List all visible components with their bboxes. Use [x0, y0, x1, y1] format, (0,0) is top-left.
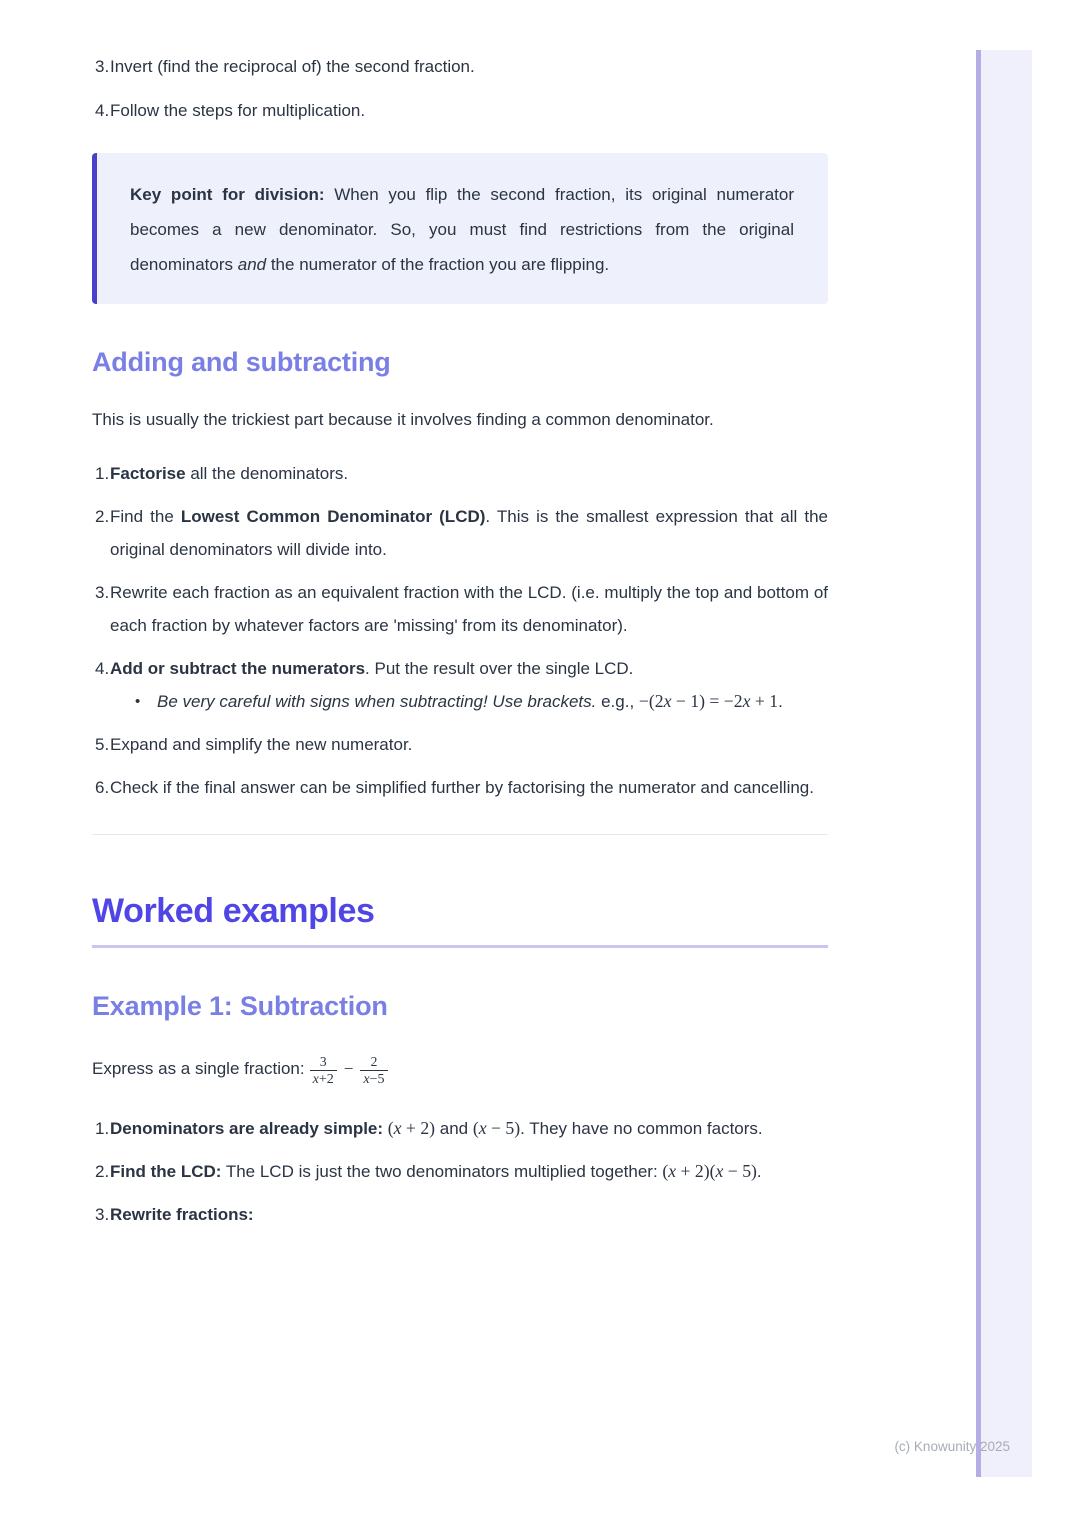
text-segment: − 5) [486, 1118, 521, 1138]
text-segment: Denominators are already simple: [110, 1119, 384, 1138]
fraction-denominator [360, 1070, 387, 1087]
list-item-text [110, 50, 475, 83]
list-item-body [110, 652, 828, 718]
list-item-text [110, 457, 348, 490]
list-marker: 6. [95, 778, 110, 797]
expression-label: Express as a single fraction: [92, 1059, 305, 1078]
list-item-text [110, 1112, 763, 1145]
list-marker: 2. [95, 507, 110, 526]
text-segment: Invert (find the reciprocal of) the second fraction. [110, 57, 475, 76]
text-segment: x [668, 1161, 677, 1181]
fraction-denominator [310, 1070, 337, 1087]
text-segment: + 2)( [676, 1161, 716, 1181]
list-marker: 3. [95, 57, 110, 76]
text-segment: Factorise [110, 464, 186, 483]
text-segment: Key point for division: [130, 185, 325, 204]
list-item-text [110, 94, 365, 127]
text-segment: e.g., [596, 692, 639, 711]
sub-bullet-text [157, 685, 828, 718]
list-item-text [110, 576, 828, 642]
list-item [92, 1112, 828, 1145]
list-item [92, 457, 828, 490]
list-item-text [110, 771, 814, 804]
list-marker: 3. [95, 1205, 110, 1224]
list-item [92, 771, 828, 804]
text-segment: + 2) [401, 1118, 436, 1138]
scrollbar-track[interactable] [976, 50, 1032, 1477]
expression-line [92, 1046, 828, 1092]
division-steps-list [92, 50, 828, 127]
fraction-numerator: 2 [370, 1053, 378, 1069]
callout-text [130, 177, 794, 282]
text-segment: Lowest Common Denominator (LCD) [180, 507, 486, 526]
text-segment: Check if the final answer can be simplified further by factorising the numerator and cancelling. [110, 778, 814, 797]
text-segment: . [778, 692, 783, 711]
text-segment: Find the LCD: [110, 1162, 222, 1181]
list-marker: 3. [95, 583, 110, 602]
list-marker: 5. [95, 735, 110, 754]
list-item [92, 1155, 828, 1188]
text-segment: . [756, 1162, 762, 1181]
text-segment: x [742, 691, 751, 711]
list-item-text [110, 728, 412, 761]
section-divider [92, 834, 828, 835]
text-segment: −5 [369, 1070, 385, 1087]
list-item [92, 94, 828, 127]
text-segment: ( [662, 1161, 669, 1181]
sub-bullet-item [110, 685, 828, 718]
list-marker: 1. [95, 464, 110, 483]
list-item-text [110, 1198, 254, 1231]
text-segment: +2 [318, 1070, 334, 1087]
text-segment: −(2 [638, 691, 664, 711]
text-segment: The LCD is just the two denominators multiplied together: [221, 1162, 663, 1181]
text-segment: Expand and simplify the new numerator. [110, 735, 413, 754]
list-item-text [110, 1155, 762, 1188]
text-segment: . This is the smallest expression that all the original denominators will divide into. [110, 507, 828, 559]
text-segment: . Put the result over the single LCD. [365, 659, 634, 678]
text-segment: Be very careful with signs when subtracting! Use brackets. [157, 692, 597, 711]
fraction-1 [310, 1054, 337, 1087]
text-segment: x [478, 1118, 487, 1138]
bullet-marker: • [135, 693, 141, 710]
text-segment: . They have no common factors. [520, 1119, 763, 1138]
list-marker: 4. [95, 659, 110, 678]
list-item [92, 1198, 828, 1231]
worked-examples-heading: Worked examples [92, 892, 375, 930]
text-segment: Find the [110, 507, 181, 526]
minus-operator: − [343, 1059, 354, 1078]
list-item-text [110, 500, 828, 566]
text-segment: + 1 [750, 691, 779, 711]
text-segment: Rewrite fractions: [110, 1205, 254, 1224]
text-segment: − 5) [723, 1161, 757, 1181]
text-segment: ( [387, 1118, 394, 1138]
text-segment: When you flip the second fraction, its original numerator becomes a new denominator. So, you must find restrictions from the original denominators [130, 185, 794, 274]
list-marker: 1. [95, 1119, 110, 1138]
copyright-watermark: (c) Knowunity 2025 [894, 1439, 1010, 1454]
section-heading-adding-subtracting: Adding and subtracting [92, 347, 391, 377]
text-segment: ( [472, 1118, 479, 1138]
text-segment: Rewrite each fraction as an equivalent fraction with the LCD. (i.e. multiply the top and bottom of each fraction by whatever factors are 'missing' from its denominator). [110, 583, 828, 635]
list-item [92, 500, 828, 566]
text-segment: Add or subtract the numerators [110, 659, 366, 678]
list-item [92, 652, 828, 718]
key-point-callout [92, 153, 828, 304]
text-segment: x [363, 1070, 370, 1087]
text-segment: Follow the steps for multiplication. [110, 101, 366, 120]
list-item-text [110, 652, 828, 685]
example1-steps-list [92, 1112, 828, 1231]
text-segment: x [663, 691, 672, 711]
list-item [92, 50, 828, 83]
fraction-numerator: 3 [319, 1053, 327, 1069]
text-segment: x [393, 1118, 402, 1138]
text-segment: x [312, 1070, 319, 1087]
heading-underline [92, 945, 828, 948]
text-segment: the numerator of the fraction you are flipping. [266, 255, 610, 274]
list-item [92, 728, 828, 761]
text-segment: and [435, 1119, 473, 1138]
text-segment: − 1) = −2 [671, 691, 743, 711]
example1-heading: Example 1: Subtraction [92, 991, 388, 1021]
list-marker: 4. [95, 101, 110, 120]
text-segment: all the denominators. [185, 464, 349, 483]
text-segment: and [237, 255, 267, 274]
text-segment: x [715, 1161, 724, 1181]
list-item [92, 576, 828, 642]
section-intro-paragraph: This is usually the trickiest part because it involves finding a common denominator. [92, 410, 714, 429]
fraction-2 [360, 1054, 387, 1087]
page-content [92, 50, 828, 1231]
list-marker: 2. [95, 1162, 110, 1181]
adding-steps-list [92, 457, 828, 804]
